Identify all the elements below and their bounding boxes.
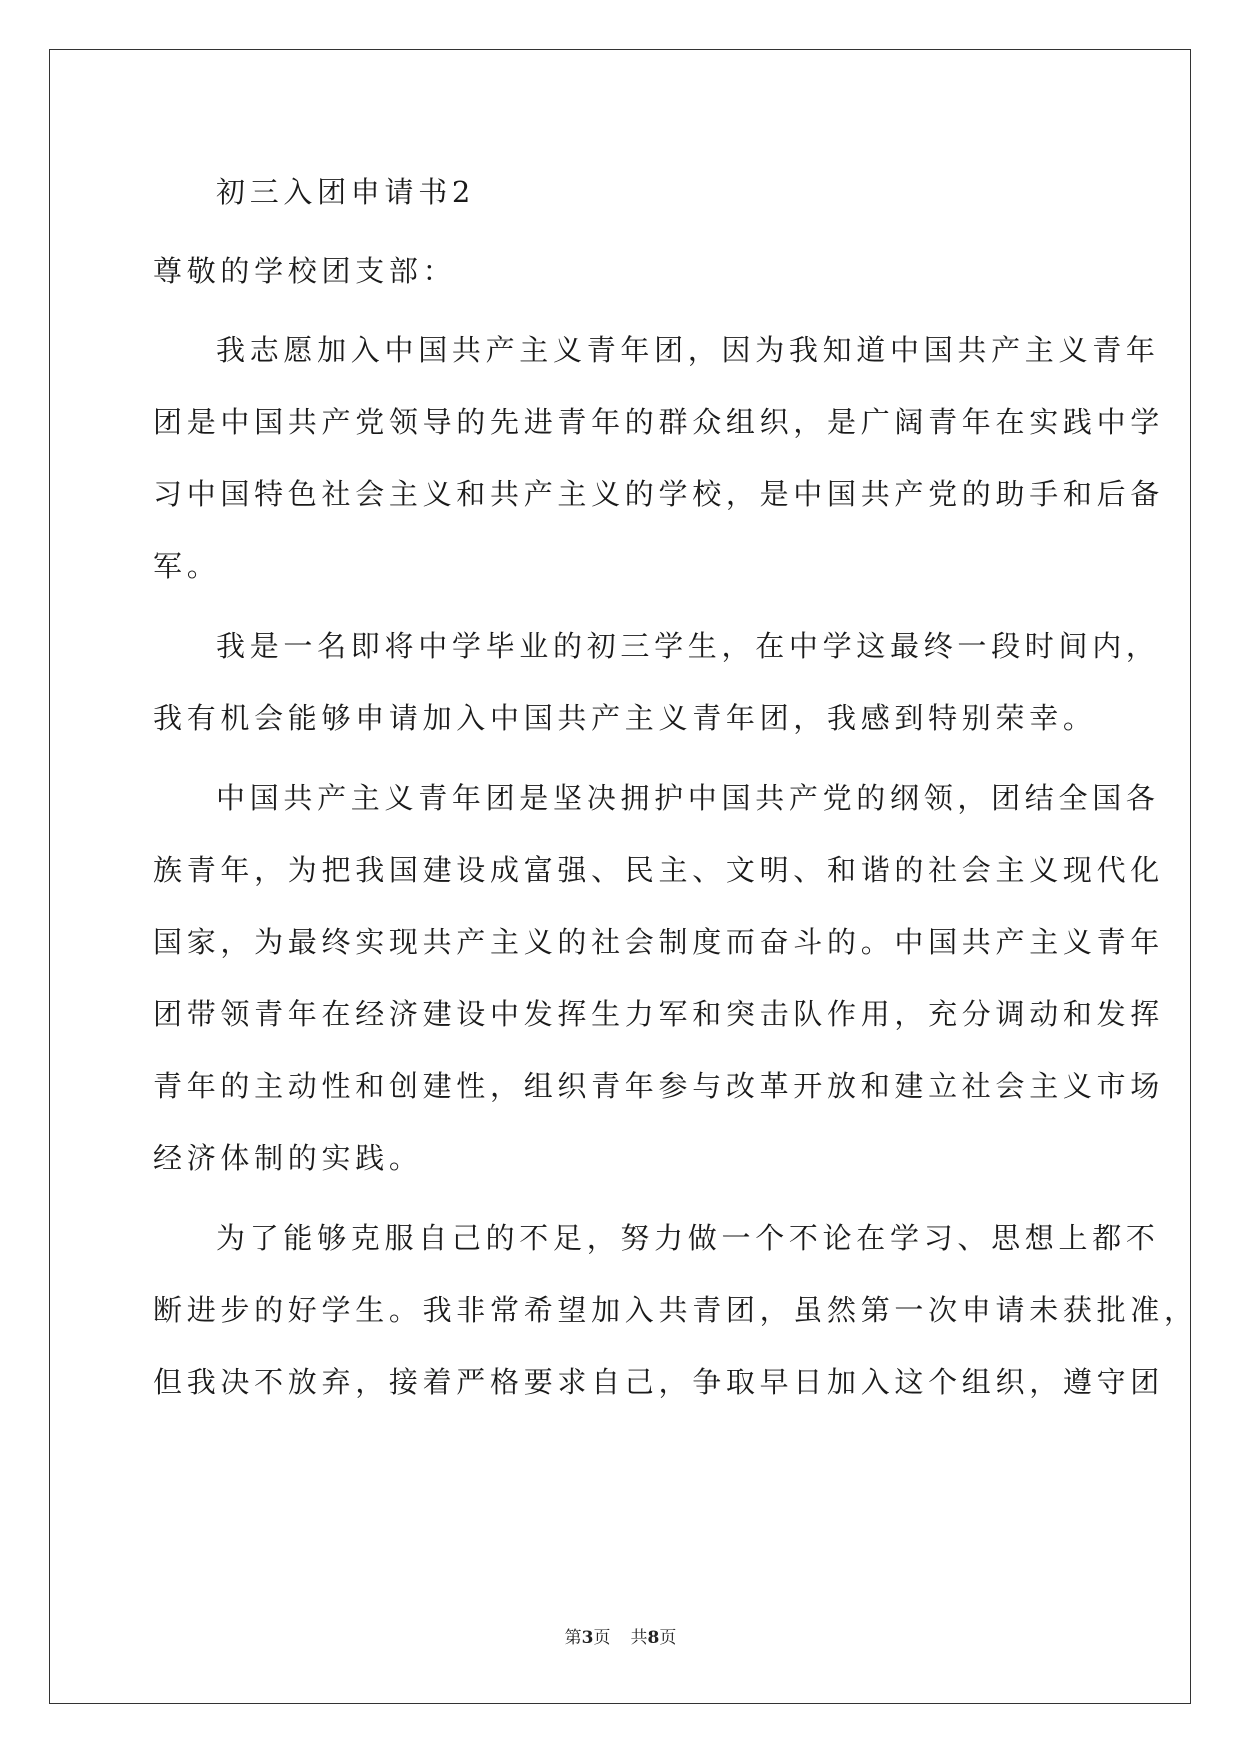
paragraph-line: 习中国特色社会主义和共产主义的学校，是中国共产党的助手和后备: [153, 477, 1165, 511]
total-pages: 8: [647, 1628, 660, 1648]
paragraph-line: 团是中国共产党领导的先进青年的群众组织，是广阔青年在实践中学: [153, 405, 1165, 439]
paragraph-line: 军。: [153, 549, 221, 583]
paragraph-line: 我有机会能够申请加入中国共产主义青年团，我感到特别荣幸。: [153, 701, 1097, 735]
paragraph-line: 我是一名即将中学毕业的初三学生，在中学这最终一段时间内，: [216, 629, 1160, 663]
paragraph-line: 国家，为最终实现共产主义的社会制度而奋斗的。中国共产主义青年: [153, 925, 1165, 959]
page-prefix: 第: [564, 1628, 582, 1648]
paragraph-line: 团带领青年在经济建设中发挥生力军和突击队作用，充分调动和发挥: [153, 997, 1165, 1031]
page-footer: [0, 1623, 1241, 1648]
paragraph-line: 但我决不放弃，接着严格要求自己，争取早日加入这个组织，遵守团: [153, 1365, 1165, 1399]
total-prefix: 共: [630, 1628, 648, 1648]
paragraph-line: 断进步的好学生。我非常希望加入共青团，虽然第一次申请未获批准，: [153, 1293, 1198, 1327]
paragraph-line: 为了能够克服自己的不足，努力做一个不论在学习、思想上都不: [216, 1221, 1160, 1255]
paragraph-line: 青年的主动性和创建性，组织青年参与改革开放和建立社会主义市场: [153, 1069, 1165, 1103]
paragraph-line: 族青年，为把我国建设成富强、民主、文明、和谐的社会主义现代化: [153, 853, 1165, 887]
page-number: 3: [581, 1628, 594, 1648]
paragraph-line: 经济体制的实践。: [153, 1141, 423, 1175]
total-suffix: 页: [659, 1628, 677, 1648]
paragraph-line: 我志愿加入中国共产主义青年团，因为我知道中国共产主义青年: [216, 333, 1160, 367]
page-suffix: 页: [593, 1628, 611, 1648]
paragraph-line: 中国共产主义青年团是坚决拥护中国共产党的纲领，团结全国各: [216, 781, 1160, 815]
document-title: 初三入团申请书2: [216, 175, 476, 209]
greeting: 尊敬的学校团支部：: [153, 254, 457, 288]
